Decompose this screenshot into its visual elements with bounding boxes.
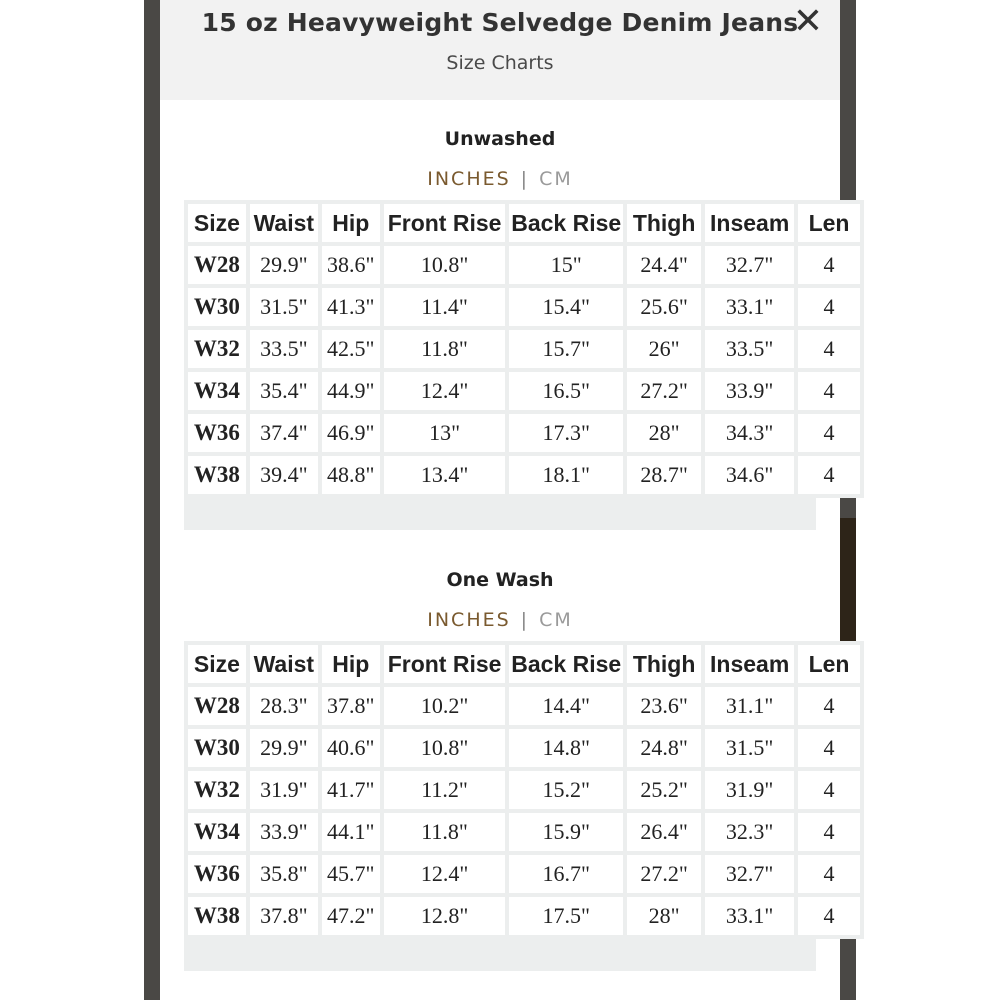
measurement-cell: 35.4" <box>250 372 318 410</box>
measurement-cell: 15" <box>509 246 623 284</box>
measurement-cell: 15.2" <box>509 771 623 809</box>
size-cell: W38 <box>188 456 246 494</box>
table-row <box>188 729 860 767</box>
size-table <box>184 200 864 498</box>
measurement-cell: 29.9" <box>250 729 318 767</box>
size-table <box>184 641 864 939</box>
table-row <box>188 771 860 809</box>
measurement-cell: 44.1" <box>322 813 380 851</box>
column-header: Thigh <box>627 645 701 683</box>
size-cell: W36 <box>188 855 246 893</box>
measurement-cell: 34.6" <box>705 456 794 494</box>
table-row <box>188 330 860 368</box>
table-row <box>188 288 860 326</box>
measurement-cell: 13.4" <box>384 456 506 494</box>
measurement-cell: 12.4" <box>384 855 506 893</box>
page-background-left <box>0 0 144 1000</box>
measurement-cell: 33.1" <box>705 288 794 326</box>
table-row <box>188 855 860 893</box>
column-header: Inseam <box>705 645 794 683</box>
measurement-cell: 37.8" <box>250 897 318 935</box>
measurement-cell: 11.8" <box>384 813 506 851</box>
column-header: Size <box>188 204 246 242</box>
measurement-cell: 32.7" <box>705 246 794 284</box>
measurement-cell: 4 <box>798 372 860 410</box>
measurement-cell: 28.3" <box>250 687 318 725</box>
measurement-cell: 14.4" <box>509 687 623 725</box>
measurement-cell: 33.5" <box>250 330 318 368</box>
measurement-cell: 4 <box>798 771 860 809</box>
column-header: Size <box>188 645 246 683</box>
measurement-cell: 24.8" <box>627 729 701 767</box>
measurement-cell: 15.7" <box>509 330 623 368</box>
table-row <box>188 372 860 410</box>
column-header: Len <box>798 204 860 242</box>
measurement-cell: 11.4" <box>384 288 506 326</box>
measurement-cell: 16.7" <box>509 855 623 893</box>
column-header: Len <box>798 645 860 683</box>
measurement-cell: 26" <box>627 330 701 368</box>
measurement-cell: 34.3" <box>705 414 794 452</box>
measurement-cell: 4 <box>798 729 860 767</box>
measurement-cell: 11.2" <box>384 771 506 809</box>
measurement-cell: 48.8" <box>322 456 380 494</box>
measurement-cell: 12.4" <box>384 372 506 410</box>
measurement-cell: 10.8" <box>384 246 506 284</box>
measurement-cell: 31.9" <box>705 771 794 809</box>
size-table-wrapper[interactable] <box>184 200 850 530</box>
measurement-cell: 47.2" <box>322 897 380 935</box>
unit-separator: | <box>520 168 530 190</box>
section-title: Unwashed <box>444 128 556 150</box>
measurement-cell: 4 <box>798 855 860 893</box>
measurement-cell: 33.9" <box>250 813 318 851</box>
column-header: Back Rise <box>509 204 623 242</box>
measurement-cell: 31.1" <box>705 687 794 725</box>
measurement-cell: 26.4" <box>627 813 701 851</box>
measurement-cell: 44.9" <box>322 372 380 410</box>
table-row <box>188 897 860 935</box>
measurement-cell: 4 <box>798 414 860 452</box>
size-cell: W28 <box>188 246 246 284</box>
measurement-cell: 37.8" <box>322 687 380 725</box>
size-cell: W38 <box>188 897 246 935</box>
measurement-cell: 10.8" <box>384 729 506 767</box>
column-header: Front Rise <box>384 204 506 242</box>
column-header: Hip <box>322 645 380 683</box>
modal-header <box>160 0 840 100</box>
measurement-cell: 4 <box>798 813 860 851</box>
table-row <box>188 246 860 284</box>
measurement-cell: 4 <box>798 687 860 725</box>
unit-inches-tab[interactable]: INCHES <box>427 168 511 190</box>
unit-cm-tab[interactable]: CM <box>539 609 573 631</box>
measurement-cell: 28.7" <box>627 456 701 494</box>
page-background-right <box>856 0 1000 1000</box>
measurement-cell: 28" <box>627 897 701 935</box>
measurement-cell: 4 <box>798 330 860 368</box>
size-cell: W36 <box>188 414 246 452</box>
unit-cm-tab[interactable]: CM <box>539 168 573 190</box>
measurement-cell: 35.8" <box>250 855 318 893</box>
unit-separator: | <box>520 609 530 631</box>
size-cell: W28 <box>188 687 246 725</box>
measurement-cell: 28" <box>627 414 701 452</box>
section-title: One Wash <box>446 569 554 591</box>
column-header: Waist <box>250 204 318 242</box>
table-row <box>188 687 860 725</box>
measurement-cell: 41.3" <box>322 288 380 326</box>
measurement-cell: 15.4" <box>509 288 623 326</box>
size-cell: W30 <box>188 729 246 767</box>
column-header: Waist <box>250 645 318 683</box>
size-cell: W30 <box>188 288 246 326</box>
measurement-cell: 25.6" <box>627 288 701 326</box>
size-table-wrapper[interactable] <box>184 641 850 971</box>
table-header-row <box>188 204 860 242</box>
measurement-cell: 10.2" <box>384 687 506 725</box>
table-row <box>188 456 860 494</box>
measurement-cell: 38.6" <box>322 246 380 284</box>
measurement-cell: 32.7" <box>705 855 794 893</box>
unit-toggle <box>160 168 840 190</box>
measurement-cell: 33.5" <box>705 330 794 368</box>
measurement-cell: 25.2" <box>627 771 701 809</box>
measurement-cell: 32.3" <box>705 813 794 851</box>
column-header: Hip <box>322 204 380 242</box>
measurement-cell: 17.5" <box>509 897 623 935</box>
measurement-cell: 4 <box>798 897 860 935</box>
column-header: Front Rise <box>384 645 506 683</box>
measurement-cell: 4 <box>798 288 860 326</box>
product-title: 15 oz Heavyweight Selvedge Denim Jeans <box>201 8 799 37</box>
measurement-cell: 39.4" <box>250 456 318 494</box>
measurement-cell: 4 <box>798 456 860 494</box>
measurement-cell: 37.4" <box>250 414 318 452</box>
measurement-cell: 4 <box>798 246 860 284</box>
size-cell: W32 <box>188 771 246 809</box>
size-chart-modal <box>160 0 850 1000</box>
measurement-cell: 18.1" <box>509 456 623 494</box>
measurement-cell: 40.6" <box>322 729 380 767</box>
measurement-cell: 11.8" <box>384 330 506 368</box>
measurement-cell: 23.6" <box>627 687 701 725</box>
measurement-cell: 27.2" <box>627 855 701 893</box>
measurement-cell: 33.9" <box>705 372 794 410</box>
unit-toggle <box>160 609 840 631</box>
measurement-cell: 13" <box>384 414 506 452</box>
measurement-cell: 42.5" <box>322 330 380 368</box>
column-header: Back Rise <box>509 645 623 683</box>
size-cell: W34 <box>188 813 246 851</box>
modal-subtitle: Size Charts <box>446 52 554 74</box>
measurement-cell: 31.5" <box>250 288 318 326</box>
measurement-cell: 29.9" <box>250 246 318 284</box>
measurement-cell: 27.2" <box>627 372 701 410</box>
measurement-cell: 31.9" <box>250 771 318 809</box>
measurement-cell: 14.8" <box>509 729 623 767</box>
table-row <box>188 414 860 452</box>
measurement-cell: 33.1" <box>705 897 794 935</box>
table-header-row <box>188 645 860 683</box>
table-row <box>188 813 860 851</box>
close-icon[interactable]: ✕ <box>792 1 824 42</box>
measurement-cell: 12.8" <box>384 897 506 935</box>
size-cell: W32 <box>188 330 246 368</box>
unit-inches-tab[interactable]: INCHES <box>427 609 511 631</box>
measurement-cell: 17.3" <box>509 414 623 452</box>
measurement-cell: 45.7" <box>322 855 380 893</box>
measurement-cell: 16.5" <box>509 372 623 410</box>
column-header: Thigh <box>627 204 701 242</box>
column-header: Inseam <box>705 204 794 242</box>
size-cell: W34 <box>188 372 246 410</box>
measurement-cell: 15.9" <box>509 813 623 851</box>
measurement-cell: 31.5" <box>705 729 794 767</box>
measurement-cell: 24.4" <box>627 246 701 284</box>
measurement-cell: 41.7" <box>322 771 380 809</box>
measurement-cell: 46.9" <box>322 414 380 452</box>
